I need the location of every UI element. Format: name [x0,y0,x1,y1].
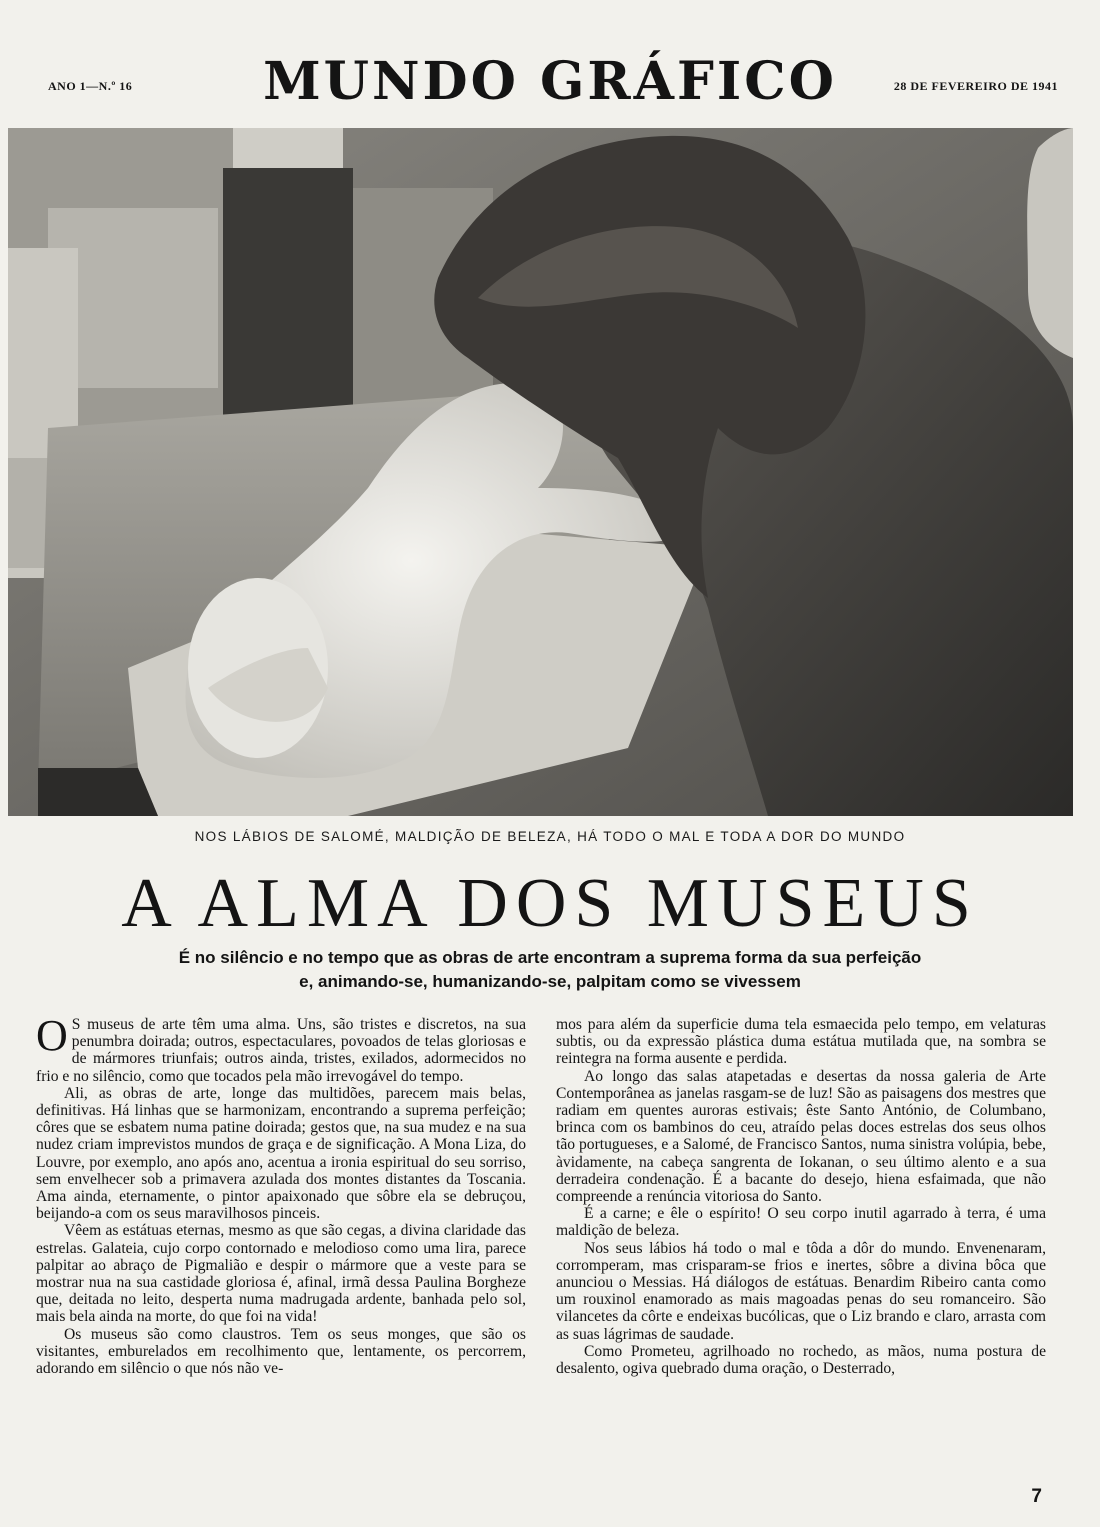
photo-illustration [8,128,1073,816]
paragraph: Vêem as estátuas eternas, mesmo as que são cegas, a divina claridade das estrelas. Galateia, cujo corpo contornado e melodioso como uma lira, parece palpitar ao abraço de Pigmalião e despir o mármore que a veste para se mostrar nua na sua castidade gloriosa é, afinal, irmã dessa Paulina Borgheze que, deitada no leito, desperta numa madrugada ardente, banhada pelo sol, mais bela ainda na morte, do que foi na vida! [36,1222,526,1326]
issue-date: 28 DE FEVEREIRO DE 1941 [893,79,1058,93]
article-column-left [36,1011,526,1378]
paragraph: Os museus são como claustros. Tem os seus monges, que são os visitantes, emburelados em recolhimento que, lentamente, os percorrem, adorando em silêncio o que nós não ve- [36,1325,526,1378]
paragraph: Ao longo das salas atapetadas e desertas da nossa galeria de Arte Contemporânea as janelas rasgam-se de luz! São as paisagens dos mestres que radiam em quentes auroras estivais; êste Santo António, de Columbano, brinca com os bambinos do ceu, atraído pelas doces estrelas dos seus olhos tão portugueses, e a Salomé, de Francisco Santos, numa sinistra volúpia, bebe, àvidamente, na cabeça sangrenta de Iokanan, o seu último alento e a sua derradeira condenação. É a bacante do desejo, hiena esfaimada, que não compreende a renúncia vitoriosa do Santo. [556,1067,1046,1206]
article-subtitle [90,946,1010,994]
paragraph: Ali, as obras de arte, longe das multidões, parecem mais belas, definitivas. Há linhas que se harmonizam, encontrando a suprema perfeição; côres que se esbatem numa patine doirada; gestos que, na sua mudez e na sua nudez criam imprevistos mundos de graça e de significação. A Mona Liza, do Louvre, por exemplo, ano após ano, acentua a ironia espiritual do seu sorriso, sem envelhecer sob a primavera azulada dos montes distantes da Toscania. Ama ainda, eternamente, o pintor apaixonado que sôbre ela se debruçou, beijando-a com os seus maravilhosos pinceis. [36,1084,526,1223]
paragraph: É a carne; e êle o espírito! O seu corpo inutil agarrado à terra, é uma maldição de beleza. [556,1205,1046,1240]
article-column-right [556,1016,1046,1377]
subtitle-line-2: e, animando-se, humanizando-se, palpitam como se vivessem [299,972,801,991]
photo-caption: NOS LÁBIOS DE SALOMÉ, MALDIÇÃO DE BELEZA, HÁ TODO O MAL E TODA A DOR DO MUNDO [194,829,906,844]
paragraph [36,1011,526,1085]
paragraph: Como Prometeu, agrilhoado no rochedo, as mãos, numa postura de desalento, ogiva quebrado duma oração, o Desterrado, [556,1342,1046,1378]
magazine-title: MUNDO GRÁFICO [263,51,837,112]
masthead [0,0,1100,128]
drop-cap: O [36,1011,68,1060]
paragraph: mos para além da superficie duma tela esmaecida pelo tempo, em velaturas subtis, ou da expressão plástica duma estátua mutilada que, na sombra se reintegra na forma ausente e perdida. [556,1016,1046,1068]
issue-number: ANO 1—N.º 16 [48,79,133,93]
paragraph: Nos seus lábios há todo o mal e tôda a dôr do mundo. Envenenaram, corromperam, mas crisparam-se frios e inertes, sôbre a divina bôca que anunciou o Messias. Há diálogos de estátuas. Benardim Ribeiro canta como um rouxinol enamorado as mais magoadas penas do seu romanceiro. São vilancetes da côrte e endeixas bucólicas, que o Liz brando e claro, arrasta com as suas lágrimas de saudade. [556,1239,1046,1343]
subtitle-line-1: É no silêncio e no tempo que as obras de arte encontram a suprema forma da sua perfeição [178,948,922,967]
article-headline: A ALMA DOS MUSEUS [121,865,979,942]
page-number: 7 [1031,1486,1042,1507]
paragraph-text: S museus de arte têm uma alma. Uns, são tristes e discretos, na sua penumbra doirada; outros, espectaculares, povoados de telas gloriosas e de mármores triunfais; outros ainda, tristes, exilados, adormecidos no frio e no silêncio, como que tocados pela mão irrevogável do tempo. [36,1016,526,1085]
sculpture-photo [8,128,1073,816]
